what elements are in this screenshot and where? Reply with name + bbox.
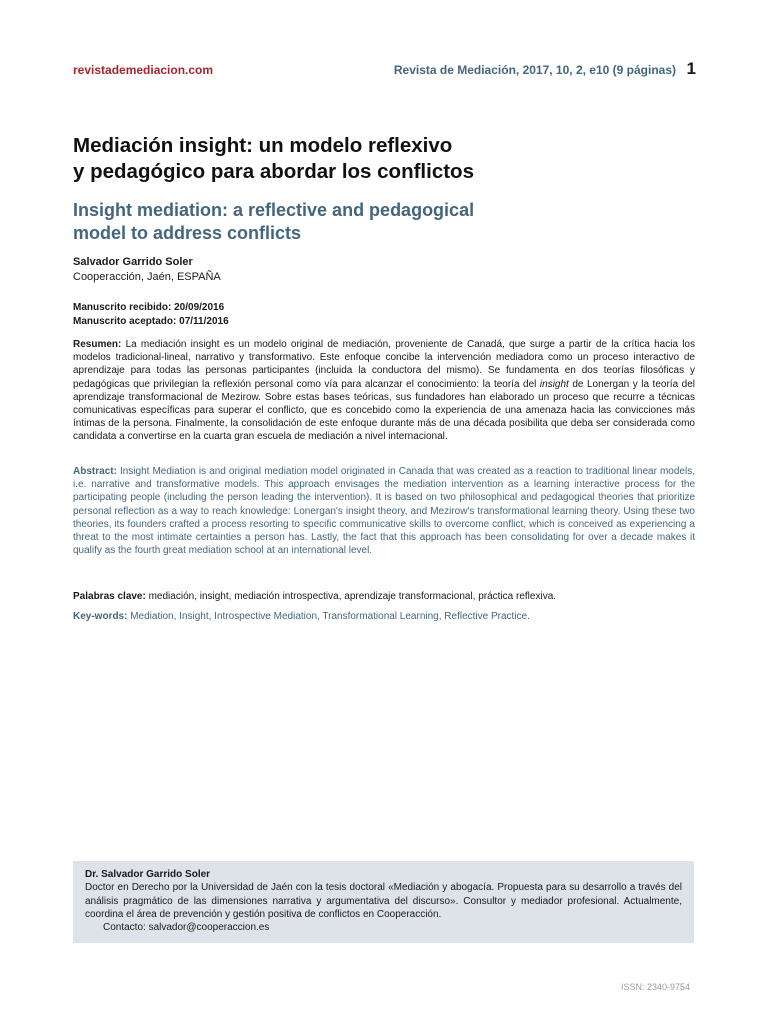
abstract-label: Abstract: [73,466,117,477]
resumen-label: Resumen: [73,339,122,350]
resumen-italic-term: insight [539,378,569,390]
key-words-label: Key-words: [73,611,128,622]
english-title-line2: model to address conflicts [73,223,302,243]
resumen-paragraph [73,338,695,444]
palabras-clave-label: Palabras clave: [73,591,146,602]
accepted-date: Manuscrito aceptado: 07/11/2016 [73,316,229,327]
manuscript-dates [73,301,229,329]
english-title-line1: Insight mediation: a reflective and pedagogical [73,200,475,220]
spanish-title-line2: y pedagógico para abordar los conflictos [73,160,474,183]
bio-text: Doctor en Derecho por la Universidad de Jaén con la tesis doctoral «Mediación y abogacía. Propuesta para su desarrollo a través del análisis pragmático de las dimensiones narrativa y argumentativa del discurso». Consultor y mediador profesional. Actualmente, coordina el área de prevención y gestión positiva de conflictos en Cooperacción. [85,882,682,920]
journal-website[interactable]: revistademediacion.com [73,63,214,77]
english-title [73,199,673,245]
issn-label: ISSN: 2340-9754 [620,982,690,992]
author-bio-box [73,861,694,943]
spanish-title-line1: Mediación insight: un modelo reflexivo [73,134,453,157]
abstract-text: Insight Mediation is and original mediation model originated in Canada that was created as a reaction to traditional linear models, i.e. narrative and transformative models. This approach envisages the mediation intervention as a learning interactive process for the participating people (including the person leading the intervention). It is based on two philosophical and pedagogical theories that prioritize personal reflection as a way to reach knowledge: Lonergan's insight theory, and Mezirow's transformational learning theory. Using these two theories, its founders crafted a process resorting to specific communicative skills to overcome conflict, which is conceived as experiencing a threat to the most intimate certainties a person has. Lastly, the fact that this approach has been consolidating for over a decade makes it qualify as the fourth great mediation school at an international level. [73,466,695,557]
received-date: Manuscrito recibido: 20/09/2016 [73,302,225,313]
palabras-clave [73,590,695,603]
palabras-clave-text: mediación, insight, mediación introspectiva, aprendizaje transformacional, práctica reflexiva. [145,591,557,602]
spanish-title [73,133,673,185]
page-number: 1 [686,59,696,78]
abstract-paragraph [73,465,695,557]
key-words [73,610,695,623]
journal-citation: Revista de Mediación, 2017, 10, 2, e10 (9 páginas) [393,63,676,77]
bio-name: Dr. Salvador Garrido Soler [85,869,211,880]
author-name: Salvador Garrido Soler [73,256,193,268]
key-words-text: Mediation, Insight, Introspective Mediation, Transformational Learning, Reflective Practice. [127,611,530,622]
resumen-text-a: La mediación insight es un modelo original de mediación, proveniente de Canadá, que surge a partir de la crítica hacia los modelos tradicional-lineal, narrativo y transformativo. Este enfoque concibe la intervención mediadora como un proceso interactivo de aprendizaje para todas las personas participantes (incluida la conductora del mismo). Se fundamenta en dos teorías filosóficas y pedagógicas que privilegian la reflexión personal como vía para alcanzar el conocimiento: la teoría del [73,339,695,390]
bio-contact[interactable]: Contacto: salvador@cooperaccion.es [103,922,270,934]
author-affiliation: Cooperacción, Jaén, ESPAÑA [73,271,221,283]
resumen-text-b: de Lonergan y la teoría del aprendizaje transformacional de Mezirow. Sobre estas bases teóricas, sus fundadores han elaborado un proceso que recurre a técnicas comunicativas específicas para superar el conflicto, que es concebido como la experiencia de una amenaza hacia las convicciones más íntimas de la persona. Finalmente, la consolidación de este enfoque durante más de una década posibilita que deba ser considerada como candidata a convertirse en la cuarta gran escuela de mediación a nivel internacional. [73,378,695,443]
